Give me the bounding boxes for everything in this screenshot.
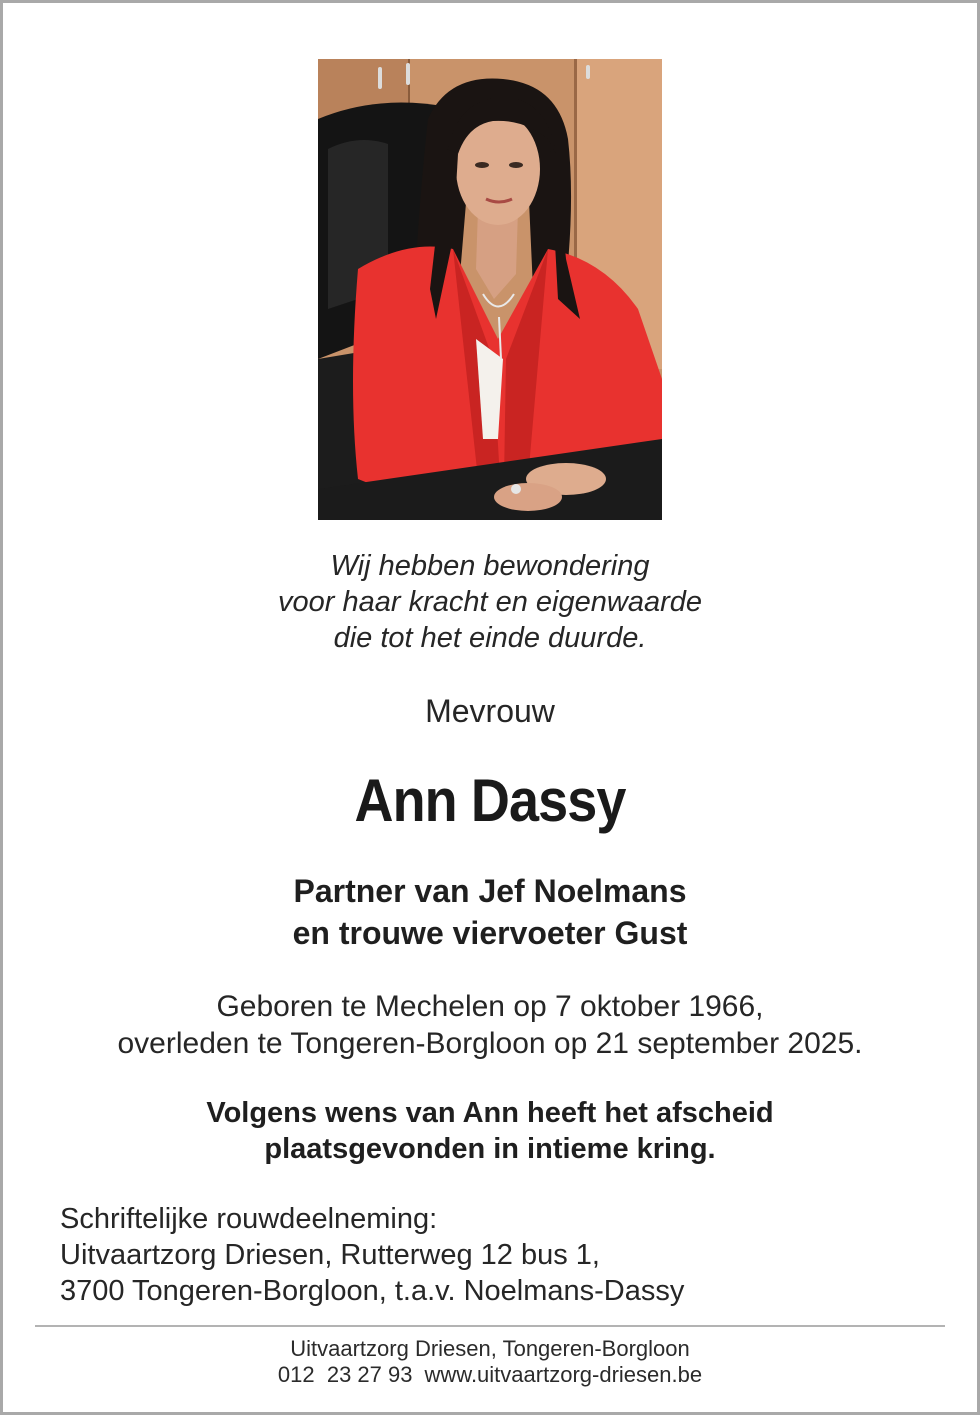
address-line: 3700 Tongeren-Borgloon, t.a.v. Noelmans-Dassy xyxy=(60,1275,685,1307)
phone-number: 012 23 27 93 xyxy=(277,1362,413,1387)
relations xyxy=(0,870,980,954)
relation-line: Partner van Jef Noelmans xyxy=(293,873,687,909)
footer xyxy=(0,1336,980,1388)
farewell-line: plaatsgevonden in intieme kring. xyxy=(264,1133,716,1165)
farewell-notice xyxy=(0,1095,980,1167)
salutation: Mevrouw xyxy=(425,693,555,729)
deceased-name: Ann Dassy xyxy=(354,767,626,834)
website-link[interactable]: www.uitvaartzorg-driesen.be xyxy=(424,1362,703,1387)
verse-line: voor haar kracht en eigenwaarde xyxy=(278,586,702,618)
funeral-home-name: Uitvaartzorg Driesen, Tongeren-Borgloon xyxy=(290,1336,690,1361)
condolence-heading: Schriftelijke rouwdeelneming: xyxy=(60,1203,438,1235)
death-line: overleden te Tongeren-Borgloon op 21 september 2025. xyxy=(117,1027,863,1060)
birth-death-dates xyxy=(0,988,980,1062)
condolence-address xyxy=(60,1201,684,1309)
footer-divider xyxy=(35,1325,945,1327)
relation-line: en trouwe viervoeter Gust xyxy=(292,915,688,951)
verse-line: Wij hebben bewondering xyxy=(330,550,650,582)
address-line: Uitvaartzorg Driesen, Rutterweg 12 bus 1, xyxy=(60,1239,600,1271)
farewell-line: Volgens wens van Ann heeft het afscheid xyxy=(206,1097,774,1129)
portrait-photo xyxy=(318,59,662,520)
birth-line: Geboren te Mechelen op 7 oktober 1966, xyxy=(216,990,764,1023)
contact-line xyxy=(0,1362,980,1388)
memorial-verse xyxy=(0,548,980,656)
verse-line: die tot het einde duurde. xyxy=(333,622,647,654)
